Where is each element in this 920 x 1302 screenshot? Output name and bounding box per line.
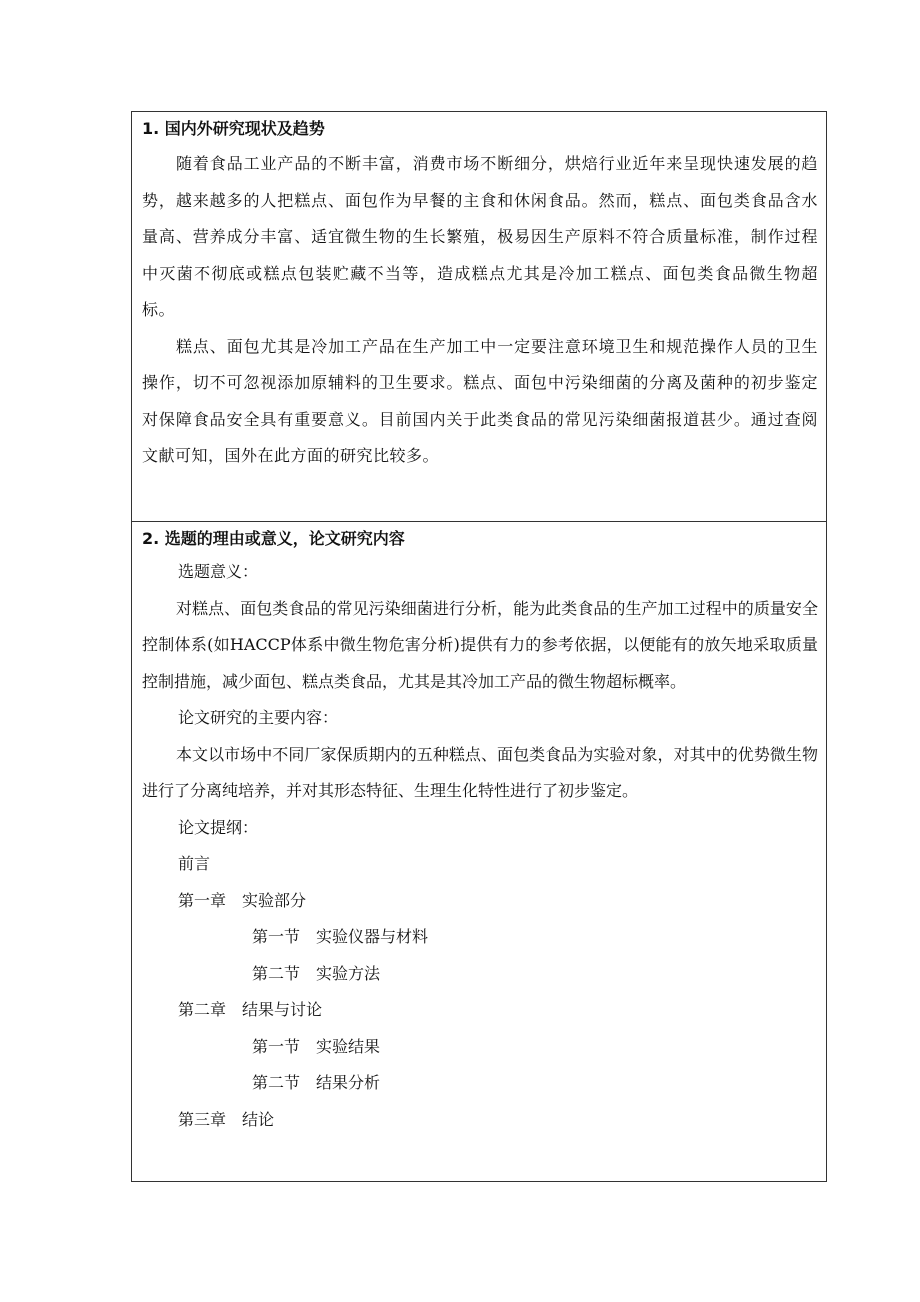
section-title: 实验仪器与材料 (316, 927, 429, 946)
significance-paragraph: 对糕点、面包类食品的常见污染细菌进行分析，能为此类食品的生产加工过程中的质量安全控制体系(如HACCP体系中微生物危害分析)提供有力的参考依据，以便能有的放矢地采取质量控制措施，减少面包、糕点类食品，尤其是其冷加工产品的微生物超标概率。 (142, 598, 818, 691)
chapter-title: 实验部分 (242, 890, 307, 910)
chapter-number: 第三章 (178, 1109, 227, 1129)
outline-section-2-2 (142, 1065, 818, 1102)
outline-chapter-2 (142, 992, 818, 1029)
section-number: 第二节 (252, 963, 301, 983)
outline-section-2-1 (142, 1029, 818, 1066)
chapter-title: 结果与讨论 (242, 1000, 323, 1019)
outline-chapter-3 (142, 1102, 818, 1139)
section-title: 实验结果 (316, 1036, 381, 1056)
paragraph: 随着食品工业产品的不断丰富，消费市场不断细分，烘焙行业近年来呈现快速发展的趋势，越来越多的人把糕点、面包作为早餐的主食和休闲食品。然而，糕点、面包类食品含水量高、营养成分丰富、适宜微生物的生长繁殖，极易因生产原料不符合质量标准，制作过程中灭菌不彻底或糕点包装贮藏不当等，造成糕点尤其是冷加工糕点、面包类食品微生物超标。 (142, 154, 818, 319)
content-label: 论文研究的主要内容： (178, 708, 339, 727)
outline-chapter-1 (142, 883, 818, 920)
outline-item-preface: 前言 (178, 854, 211, 873)
outline-section-1-1 (142, 919, 818, 956)
section-title: 实验方法 (316, 963, 381, 983)
outline-section-1-2 (142, 956, 818, 993)
outline-label: 论文提纲： (178, 817, 259, 837)
chapter-title: 结论 (242, 1109, 275, 1129)
outline-list (142, 846, 818, 1138)
chapter-number: 第二章 (178, 1000, 227, 1019)
section-number: 第一节 (252, 927, 301, 946)
content-paragraph: 本文以市场中不同厂家保质期内的五种糕点、面包类食品为实验对象，对其中的优势微生物进行了分离纯培养，并对其形态特征、生理生化特性进行了初步鉴定。 (142, 744, 818, 800)
section-number: 第一节 (252, 1036, 301, 1056)
topic-significance-cell (132, 522, 826, 1181)
section-number: 第二节 (252, 1073, 301, 1092)
section-heading-topic: 2. 选题的理由或意义，论文研究内容 (142, 529, 405, 548)
section-title: 结果分析 (316, 1073, 381, 1092)
significance-label: 选题意义： (178, 562, 259, 581)
paragraph: 糕点、面包尤其是冷加工产品在生产加工中一定要注意环境卫生和规范操作人员的卫生操作，切不可忽视添加原辅料的卫生要求。糕点、面包中污染细菌的分离及菌种的初步鉴定对保障食品安全具有重要意义。目前国内关于此类食品的常见污染细菌报道甚少。通过查阅文献可知，国外在此方面的研究比较多。 (142, 336, 818, 465)
chapter-number: 第一章 (178, 890, 227, 910)
proposal-table (131, 111, 827, 1182)
section-heading-research-status: 1. 国内外研究现状及趋势 (142, 119, 325, 138)
research-status-cell (132, 112, 826, 522)
